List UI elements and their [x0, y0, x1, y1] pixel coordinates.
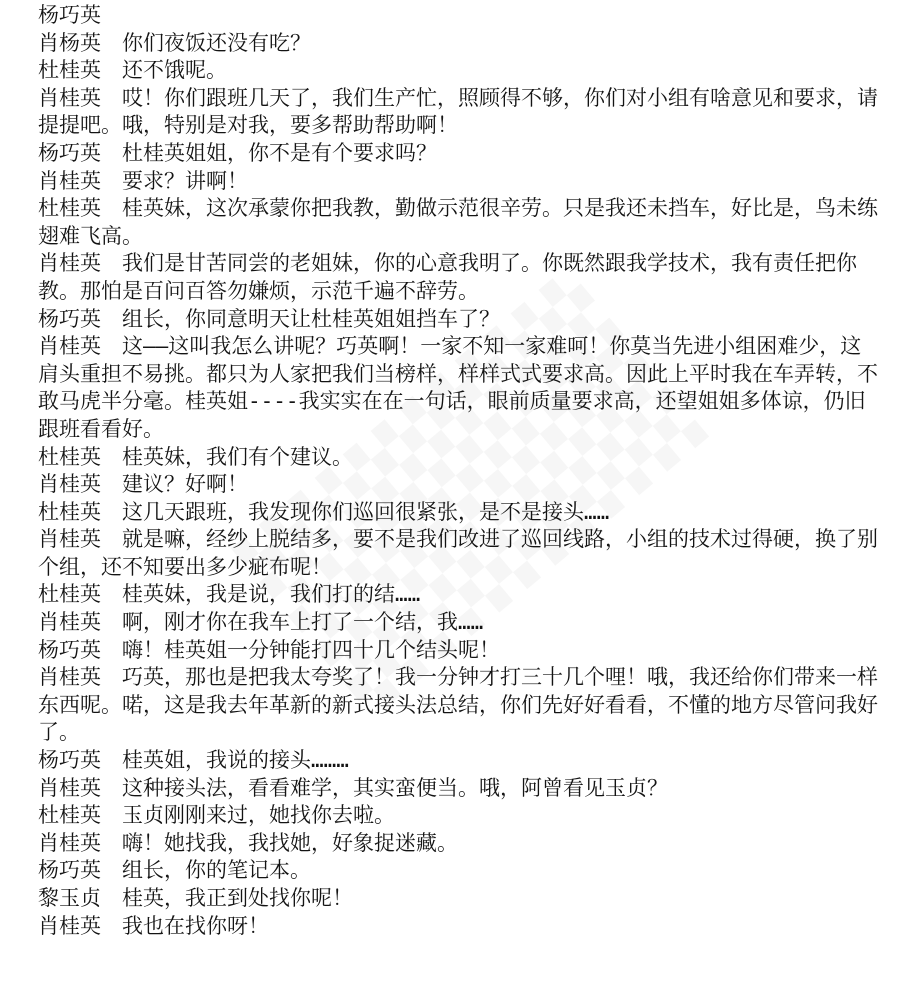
- dialogue-text: 还不饿呢。: [122, 58, 227, 83]
- dialogue-text: 这几天跟班，我发现你们巡回很紧张，是不是接头……: [122, 499, 610, 524]
- dialogue-line: [38, 637, 880, 665]
- dialogue-text: 桂英妹，我们有个建议。: [122, 444, 353, 469]
- speaker-name: 杨巧英: [38, 858, 101, 883]
- dialogue-text: 哎！你们跟班几天了，我们生产忙，照顾得不够，你们对小组有啥意见和要求，请提提吧。哦，特别是对我，要多帮助帮助啊！: [38, 85, 878, 138]
- dialogue-line: [38, 2, 880, 30]
- dialogue-line: [38, 57, 880, 85]
- speaker-name: 杨巧英: [38, 140, 101, 165]
- speaker-name: 肖桂英: [38, 527, 101, 552]
- speaker-name: 肖桂英: [38, 775, 101, 800]
- speaker-name: 杨巧英: [38, 306, 101, 331]
- dialogue-text: 嗨！她找我，我找她，好象捉迷藏。: [122, 830, 458, 855]
- speaker-name: 杜桂英: [38, 444, 101, 469]
- dialogue-line: [38, 747, 880, 775]
- dialogue-line: [38, 471, 880, 499]
- speaker-name: 杜桂英: [38, 499, 101, 524]
- dialogue-line: [38, 885, 880, 913]
- speaker-name: 肖桂英: [38, 665, 101, 690]
- dialogue-line: [38, 168, 880, 196]
- dialogue-line: [38, 526, 880, 581]
- dialogue-text: 就是嘛，经纱上脱结多，要不是我们改进了巡回线路，小组的技术过得硬，换了别个组，还不知要出多少疵布呢！: [38, 527, 878, 579]
- speaker-name: 黎玉贞: [38, 886, 101, 910]
- dialogue-text: 桂英姐，我说的接头………: [122, 748, 349, 773]
- dialogue-text: 要求？讲啊！: [122, 168, 248, 193]
- speaker-name: 杨巧英: [38, 748, 101, 773]
- speaker-name: 肖桂英: [38, 251, 101, 276]
- dialogue-line: [38, 85, 880, 140]
- speaker-name: 杨巧英: [38, 637, 101, 662]
- dialogue-text: 桂英妹，我是说，我们打的结……: [122, 582, 421, 607]
- dialogue-line: [38, 250, 880, 305]
- speaker-name: 肖桂英: [38, 913, 101, 938]
- speaker-name: 肖桂英: [38, 472, 101, 497]
- dialogue-text: 啊，刚才你在我车上打了一个结，我……: [122, 610, 484, 635]
- speaker-name: 肖桂英: [38, 85, 101, 110]
- speaker-name: 杜桂英: [38, 582, 101, 607]
- dialogue-text: 我也在找你呀！: [122, 913, 269, 938]
- dialogue-line: [38, 306, 880, 334]
- dialogue-text: 桂英，我正到处找你呢！: [122, 886, 353, 910]
- dialogue-text: 嗨！桂英姐一分钟能打四十几个结头呢！: [122, 637, 500, 662]
- dialogue-line: [38, 581, 880, 609]
- dialogue-text: 杜桂英姐姐，你不是有个要求吗？: [122, 140, 437, 165]
- speaker-name: 肖桂英: [38, 830, 101, 855]
- dialogue-line: [38, 857, 880, 885]
- dialogue-line: [38, 775, 880, 803]
- speaker-name: 杨巧英: [38, 3, 101, 27]
- dialogue-text: 这种接头法，看看难学，其实蛮便当。哦，阿曾看见玉贞？: [122, 775, 668, 800]
- dialogue-line: [38, 444, 880, 472]
- dialogue-text: 桂英妹，这次承蒙你把我教，勤做示范很辛劳。只是我还未挡车，好比是，鸟未练翅难飞高。: [38, 196, 878, 248]
- dialogue-text: 组长，你同意明天让杜桂英姐姐挡车了？: [122, 306, 500, 331]
- speaker-name: 杜桂英: [38, 196, 101, 221]
- script-text: [38, 2, 880, 940]
- dialogue-line: [38, 609, 880, 637]
- speaker-name: 杜桂英: [38, 803, 101, 828]
- dialogue-line: [38, 913, 880, 941]
- dialogue-line: [38, 195, 880, 250]
- dialogue-line: [38, 333, 880, 443]
- dialogue-text: 你们夜饭还没有吃？: [122, 30, 311, 55]
- dialogue-line: [38, 140, 880, 168]
- dialogue-line: [38, 802, 880, 830]
- speaker-name: 肖桂英: [38, 168, 101, 193]
- speaker-name: 肖桂英: [38, 610, 101, 635]
- dialogue-text: 巧英，那也是把我太夸奖了！我一分钟才打三十几个哩！哦，我还给你们带来一样东西呢。喏，这是我去年革新的新式接头法总结，你们先好好看看，不懂的地方尽管问我好了。: [38, 665, 878, 745]
- dialogue-line: [38, 499, 880, 527]
- dialogue-line: [38, 830, 880, 858]
- dialogue-text: 组长，你的笔记本。: [122, 858, 311, 883]
- speaker-name: 杜桂英: [38, 58, 101, 83]
- speaker-name: 肖桂英: [38, 334, 101, 359]
- dialogue-line: [38, 30, 880, 58]
- dialogue-line: [38, 664, 880, 747]
- dialogue-text: 建议？好啊！: [122, 472, 248, 497]
- dialogue-text: 我们是甘苦同尝的老姐妹，你的心意我明了。你既然跟我学技术，我有责任把你教。那怕是百问百答勿嫌烦，示范千遍不辞劳。: [38, 251, 857, 303]
- dialogue-text: 这——这叫我怎么讲呢？巧英啊！一家不知一家难呵！你莫当先进小组困难少，这肩头重担不易挑。都只为人家把我们当榜样，样样式式要求高。因此上平时我在车弄转，不敢马虎半分毫。桂英姐----我实实在在一句话，眼前质量要求高，还望姐姐多体谅，仍旧跟班看看好。: [38, 334, 878, 441]
- dialogue-text: 玉贞刚刚来过，她找你去啦。: [122, 803, 395, 828]
- speaker-name: 肖杨英: [38, 30, 101, 55]
